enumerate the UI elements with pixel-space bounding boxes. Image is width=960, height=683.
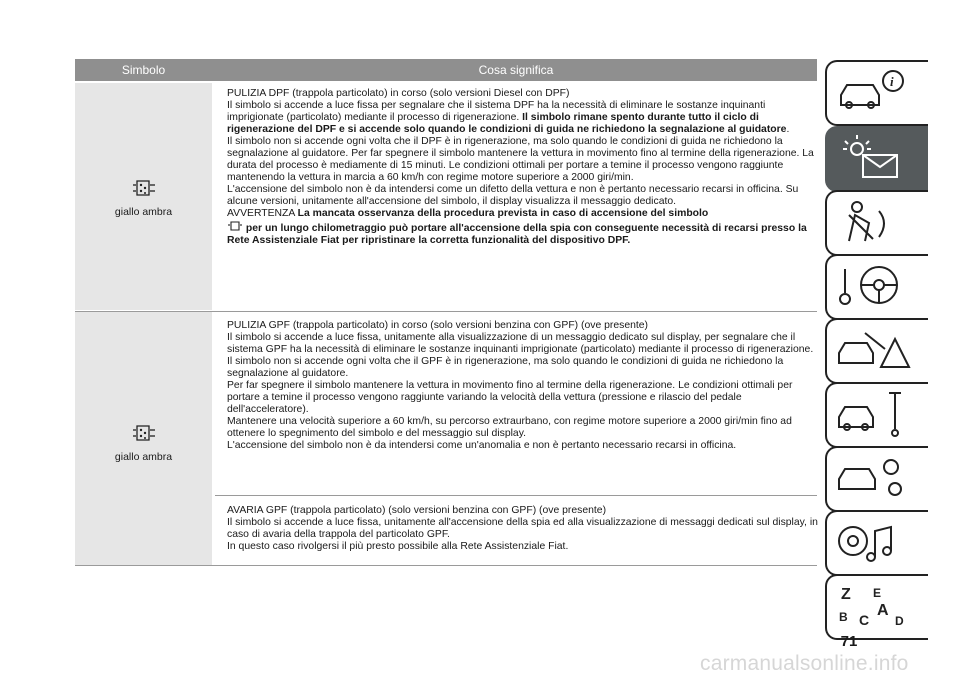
dpf-icon — [227, 223, 243, 234]
svg-text:i: i — [890, 74, 894, 89]
desc-intro: PULIZIA GPF (trappola particolato) in corso (solo versioni benzina con GPF) (ove presente) — [227, 320, 649, 331]
header-meaning: Cosa significa — [478, 63, 554, 77]
emergency-icon — [835, 325, 915, 375]
steering-wheel-key-icon — [835, 261, 915, 311]
desc-text: L'accensione del simbolo non è da intendersi come un'anomalia e non è pertanto necessario recarsi in officina. — [227, 440, 737, 452]
table-row-symbol — [75, 424, 212, 463]
table-header — [75, 59, 817, 81]
desc-intro: PULIZIA DPF (trappola particolato) in corso (solo versioni Diesel con DPF) — [227, 88, 570, 99]
tab-technical-data[interactable] — [825, 446, 928, 512]
tab-index[interactable] — [825, 574, 928, 640]
tab-emergency[interactable] — [825, 318, 928, 384]
table-bottom-border — [75, 565, 817, 566]
technical-data-icon — [835, 453, 915, 503]
desc-text: Il simbolo non si accende ogni volta che il GPF è in rigenerazione, ma solo quando le condizioni di guida ne richiedono la segnalazione al guidatore. — [227, 356, 784, 380]
desc-text: Il simbolo non si accende ogni volta che il DPF è in rigenerazione, ma solo quando le condizioni di guida ne richiedono la segnalazione al guidatore. Per far spegnere il simbolo mantenere la vettura in movimento fino al termine della rigenerazione. La durata del processo è mediamente di 15 minuti. Le condizioni ottimali per portare a temine il processo vengono raggiunte mantenendo la vettura in marcia a 60 km/h con regime motore superiore a 2000 giri/min. — [227, 136, 814, 184]
row-description — [227, 505, 819, 553]
gpf-icon — [132, 424, 156, 447]
desc-intro: AVARIA GPF (trappola particolato) (solo versioni benzina con GPF) (ove presente) — [227, 505, 607, 516]
desc-bold: Il simbolo rimane spento durante tutto il ciclo di rigenerazione del DPF e si accende solo quando le condizioni di guida ne richiedono la segnalazione al guidatore — [227, 112, 787, 136]
desc-text: Per far spegnere il simbolo mantenere la vettura in movimento fino al termine della rigenerazione. Le condizioni ottimali per portare a temine il processo vengono raggiunte variando la velocità della vettura (pressione e rilascio del pedale dell'acceleratore). — [227, 380, 793, 416]
tab-starting-driving[interactable] — [825, 254, 928, 320]
svg-text:D: D — [895, 614, 904, 628]
desc-text: In questo caso rivolgersi il più presto possibile alla Rete Assistenziale Fiat. — [227, 541, 569, 553]
desc-text: L'accensione del simbolo non è da intendersi come un difetto della vettura e non è pertanto necessario recarsi in officina. Su alcune versioni, unitamente all'accensione del simbolo, il display visualizza il messaggio dedicato. — [227, 184, 799, 208]
multimedia-icon — [835, 517, 915, 567]
tab-maintenance[interactable] — [825, 382, 928, 448]
desc-text: Il simbolo si accende a luce fissa, unitamente alla visualizzazione di un messaggio dedicato sul display, per segnalare che il sistema GPF ha la necessità di eliminare le sostanze inquinanti imprigionate (particolato) mediante il processo di rigenerazione. — [227, 332, 814, 356]
symbol-color-label: giallo ambra — [114, 206, 173, 218]
desc-warning: AVVERTENZA La mancata osservanza della procedura prevista in caso di accensione del simbolo per un lungo chilometraggio può portare all'accensione della spia con conseguente necessità di recarsi presso la Rete Assistenziale Fiat per ripristinare la corretta funzionalità del dispositivo DPF. — [227, 208, 807, 246]
tab-warning-lights[interactable] — [825, 126, 928, 192]
desc-text: Il simbolo si accende a luce fissa, unitamente all'accensione della spia ed alla visualizzazione di messaggi dedicati sul display, in caso di avaria della trappola del particolato GPF. — [227, 517, 818, 541]
table-row-symbol — [75, 179, 212, 218]
row-divider — [75, 311, 817, 312]
svg-text:Z: Z — [841, 586, 851, 603]
desc-text: Mantenere una velocità superiore a 60 km/h, su percorso extraurbano, con regime motore superiore a 2000 giri/min fino ad ottenere lo spegnimento del simbolo e del messaggio sul display. — [227, 416, 792, 440]
svg-text:E: E — [873, 586, 882, 600]
row-description — [227, 88, 819, 247]
safety-airbag-icon — [835, 197, 915, 247]
dpf-icon — [132, 179, 156, 202]
row-description — [227, 320, 819, 453]
svg-text:B: B — [839, 610, 848, 624]
warning-lights-messages-icon — [835, 133, 915, 183]
svg-text:C: C — [859, 612, 870, 628]
tab-car-info[interactable] — [825, 60, 928, 126]
car-info-icon — [835, 67, 915, 117]
header-symbol: Simbolo — [121, 63, 166, 77]
tab-safety[interactable] — [825, 190, 928, 256]
index-icon — [835, 581, 915, 631]
symbol-color-label: giallo ambra — [114, 451, 173, 463]
maintenance-icon — [835, 389, 915, 439]
svg-text:A: A — [877, 602, 889, 619]
block-divider — [215, 495, 817, 496]
tab-multimedia[interactable] — [825, 510, 928, 576]
page-number: 71 — [840, 633, 858, 650]
watermark: carmanualsonline.info — [700, 652, 909, 675]
desc-text: Il simbolo si accende a luce fissa per segnalare che il sistema DPF ha la necessità di eliminare le sostanze inquinanti imprigionate (particolato) mediante il processo di rigenerazione. Il simbolo rimane spento durante tutto il ciclo di rigenerazione del DPF e si accende solo quando le condizioni di guida ne richiedono la segnalazione al guidatore. — [227, 100, 790, 136]
